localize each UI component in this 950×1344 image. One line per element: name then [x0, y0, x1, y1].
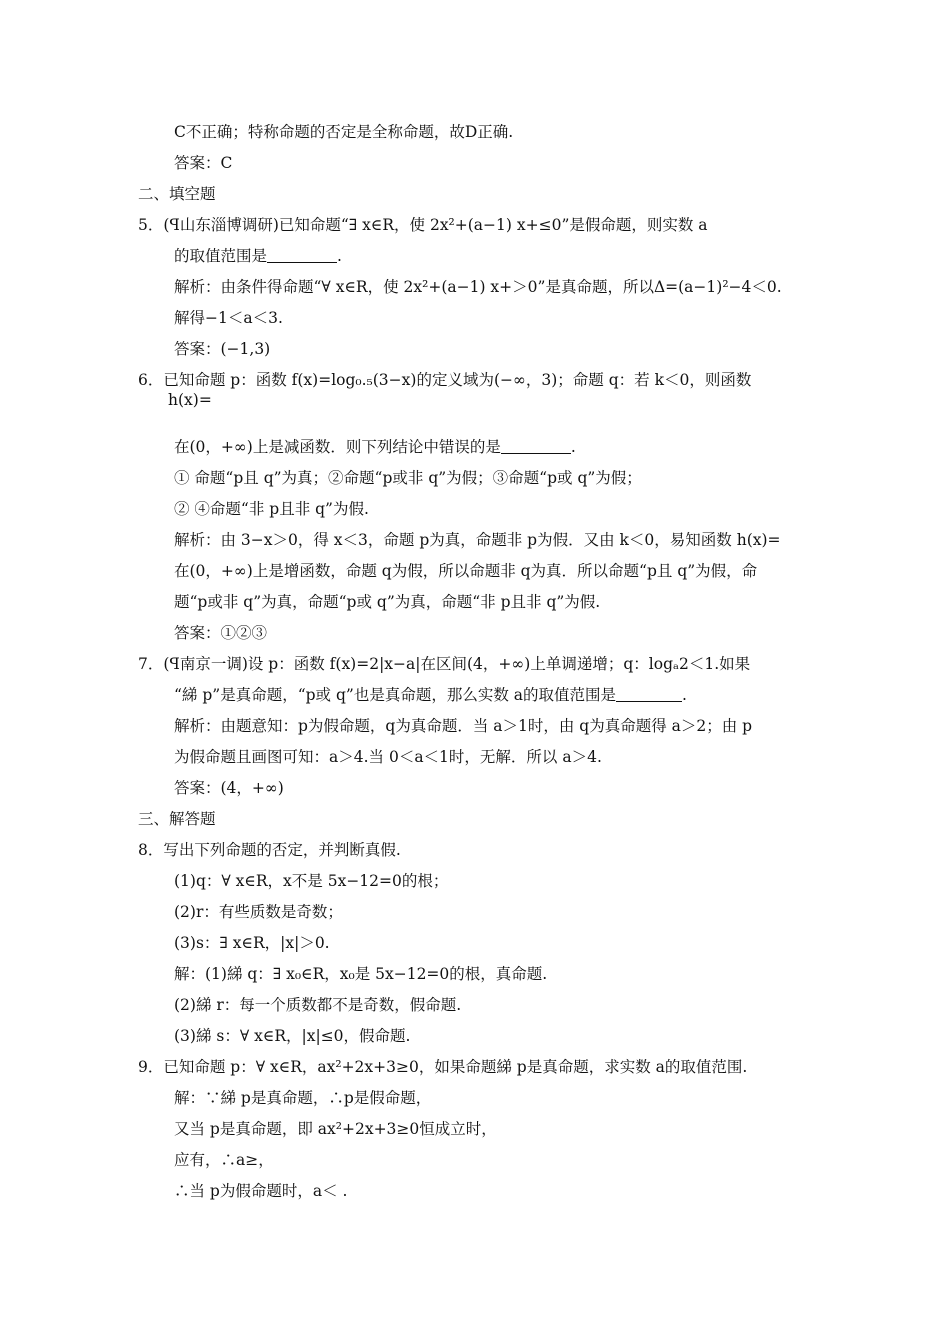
question-5: 5．(ꟼ山东淄博调研)已知命题“∃ x∈R，使 2x²+(a−1) x+≤0”是假命题，则实数 a	[138, 216, 708, 234]
text-line: (2)綈 r：每一个质数都不是奇数，假命题.	[174, 996, 462, 1014]
answer-line: 答案：①②③	[174, 624, 268, 642]
text-fragment: .	[337, 247, 342, 265]
text-fragment: 在(0，+∞)上是减函数．则下列结论中错误的是	[174, 438, 501, 456]
question-6: 6．已知命题 p：函数 f(x)=log₀.₅(3−x)的定义域为(−∞，3)；命题 q：若 k＜0，则函数	[138, 371, 752, 389]
text-line: 应有，∴a≥，	[174, 1151, 274, 1169]
answer-blank	[267, 248, 337, 263]
section-heading: 三、解答题	[138, 810, 216, 828]
text-line	[174, 437, 576, 457]
text-line: 解得−1＜a＜3.	[174, 309, 283, 327]
answer-line: 答案：(4，+∞)	[174, 779, 284, 797]
text-line: ② ④命题“非 p且非 q”为假.	[174, 500, 369, 518]
section-heading: 二、填空题	[138, 185, 216, 203]
text-line: 解：∵綈 p是真命题，∴p是假命题，	[174, 1089, 432, 1107]
question-8: 8．写出下列命题的否定，并判断真假.	[138, 841, 401, 859]
text-line: 又当 p是真命题，即 ax²+2x+3≥0恒成立时，	[174, 1120, 497, 1138]
text-line: h(x)=	[168, 391, 212, 409]
text-line: (3)綈 s：∀ x∈R，|x|≤0，假命题.	[174, 1027, 411, 1045]
text-line: ① 命题“p且 q”为真；②命题“p或非 q”为假；③命题“p或 q”为假；	[174, 469, 642, 487]
text-fragment: .	[570, 438, 576, 456]
text-line: (1)q：∀ x∈R，x不是 5x−12=0的根；	[174, 872, 449, 890]
text-line: 解析：由条件得命题“∀ x∈R，使 2x²+(a−1) x+＞0”是真命题，所以Δ=(a−1)²−4＜0.	[174, 278, 782, 296]
answer-line: 答案：C	[174, 154, 233, 172]
text-line: 为假命题且画图可知：a＞4.当 0＜a＜1时，无解．所以 a＞4.	[174, 748, 602, 766]
question-9: 9．已知命题 p：∀ x∈R，ax²+2x+3≥0，如果命题綈 p是真命题，求实数 a的取值范围.	[138, 1058, 748, 1076]
text-line	[174, 246, 342, 266]
text-fragment: 的取值范围是	[174, 247, 268, 265]
text-line: (2)r：有些质数是奇数；	[174, 903, 343, 921]
answer-line: 答案：(−1,3)	[174, 340, 271, 358]
text-line: 题“p或非 q”为真，命题“p或 q”为真，命题“非 p且非 q”为假.	[174, 593, 601, 611]
question-7: 7．(ꟼ南京一调)设 p：函数 f(x)=2|x−a|在区间(4，+∞)上单调递增；q：logₐ2＜1.如果	[138, 655, 751, 673]
text-line: (3)s：∃ x∈R，|x|＞0.	[174, 934, 330, 952]
text-line: 解析：由题意知：p为假命题，q为真命题．当 a＞1时，由 q为真命题得 a＞2；由 p	[174, 717, 753, 735]
answer-blank	[501, 439, 571, 454]
text-fragment: “綈 p”是真命题，“p或 q”也是真命题，那么实数 a的取值范围是	[174, 686, 616, 704]
text-line	[174, 685, 687, 705]
text-line: ∴当 p为假命题时，a＜ .	[174, 1182, 348, 1200]
text-line: C不正确；特称命题的否定是全称命题，故D正确.	[174, 123, 514, 141]
text-fragment: .	[682, 686, 687, 704]
text-line: 在(0，+∞)上是增函数，命题 q为假，所以命题非 q为真．所以命题“p且 q”为假，命	[174, 562, 758, 580]
text-line: 解：(1)綈 q：∃ x₀∈R，x₀是 5x−12=0的根，真命题.	[174, 965, 548, 983]
text-line: 解析：由 3−x＞0，得 x＜3，命题 p为真，命题非 p为假．又由 k＜0，易知函数 h(x)=	[174, 531, 781, 549]
answer-blank	[616, 687, 682, 702]
